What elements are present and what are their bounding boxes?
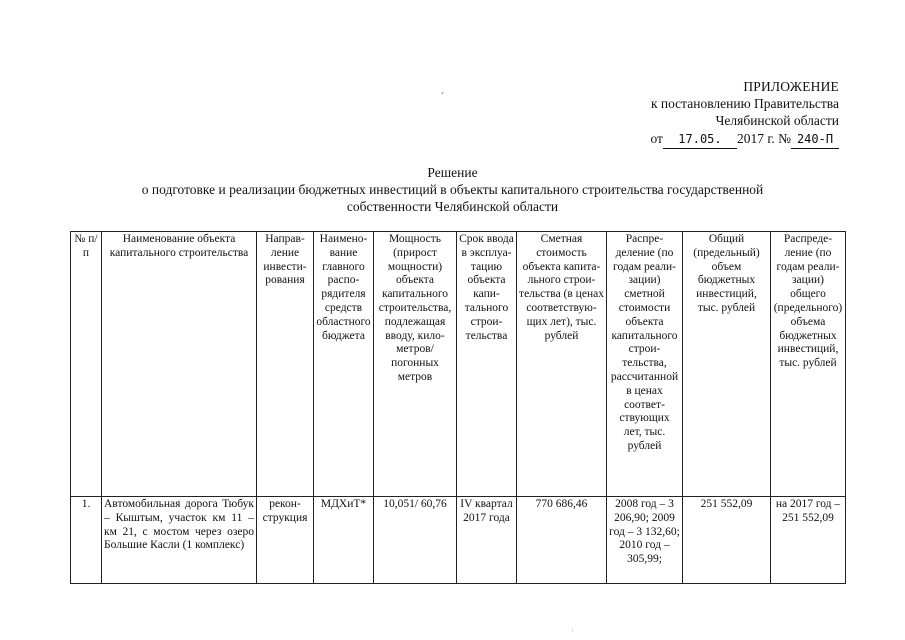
header-cell: Срок ввода в эксплуатацию объекта капитального строительства <box>457 232 517 497</box>
heading-line-1: о подготовке и реализации бюджетных инвестиций в объекты капитального строительства государственной <box>141 182 764 197</box>
table-cell: Автомобильная дорога Тюбук – Кыштым, участок км 11 – км 21, с мостом через озеро Большие Касли (1 комплекс) <box>102 497 257 584</box>
header-cell: Распределение (по годам реализации) сметной стоимости объекта капитального строительства, рассчитанной в ценах соответствующих лет, тыс. рублей <box>607 232 683 497</box>
table-cell: 2008 год – 3 206,90; 2009 год – 3 132,60; 2010 год – 305,99; <box>607 497 683 584</box>
appendix-line-2: Челябинской области <box>715 113 839 128</box>
header-cell: Распределение (по годам реализации) общего (предельного) объема бюджетных инвестиций, тыс. рублей <box>771 232 846 497</box>
table-cell: 10,051/ 60,76 <box>374 497 457 584</box>
header-cell: Наименование главного распорядителя средств областного бюджета <box>314 232 374 497</box>
heading-line-2: собственности Челябинской области <box>346 199 559 214</box>
document-heading <box>0 164 905 215</box>
table-cell: на 2017 год – 251 552,09 <box>771 497 846 584</box>
table-cell: 251 552,09 <box>683 497 771 584</box>
heading-title: Решение <box>427 165 478 180</box>
appendix-block <box>650 78 839 149</box>
handwritten-number: 240-П <box>791 131 839 149</box>
header-cell: № п/п <box>71 232 102 497</box>
header-cell: Наименование объекта капитального строительства <box>102 232 257 497</box>
handwritten-date: 17.05. <box>663 131 737 149</box>
table-cell: МДХиТ* <box>314 497 374 584</box>
year-number-label: 2017 г. № <box>736 131 791 146</box>
table-cell: IV квартал 2017 года <box>457 497 517 584</box>
header-cell: Направление инвестирования <box>257 232 314 497</box>
scan-speck: ' <box>572 628 574 637</box>
table-cell: 1. <box>71 497 102 584</box>
table-header-row <box>71 232 846 497</box>
table-row <box>71 497 846 584</box>
header-cell: Общий (предельный) объем бюджетных инвестиций, тыс. рублей <box>683 232 771 497</box>
header-cell: Мощность (прирост мощности) объекта капитального строительства, подлежащая вводу, километров/ погонных метров <box>374 232 457 497</box>
appendix-line-1: к постановлению Правительства <box>650 96 839 111</box>
table-cell: 770 686,46 <box>517 497 607 584</box>
table-cell: реконструкция <box>257 497 314 584</box>
scan-speck: ´ <box>441 91 444 101</box>
appendix-date-line <box>650 130 839 149</box>
investment-table <box>70 231 846 584</box>
date-prefix: от <box>650 131 663 146</box>
appendix-title: ПРИЛОЖЕНИЕ <box>743 79 839 94</box>
header-cell: Сметная стоимость объекта капитального строительства (в ценах соответствующих лет), тыс. рублей <box>517 232 607 497</box>
